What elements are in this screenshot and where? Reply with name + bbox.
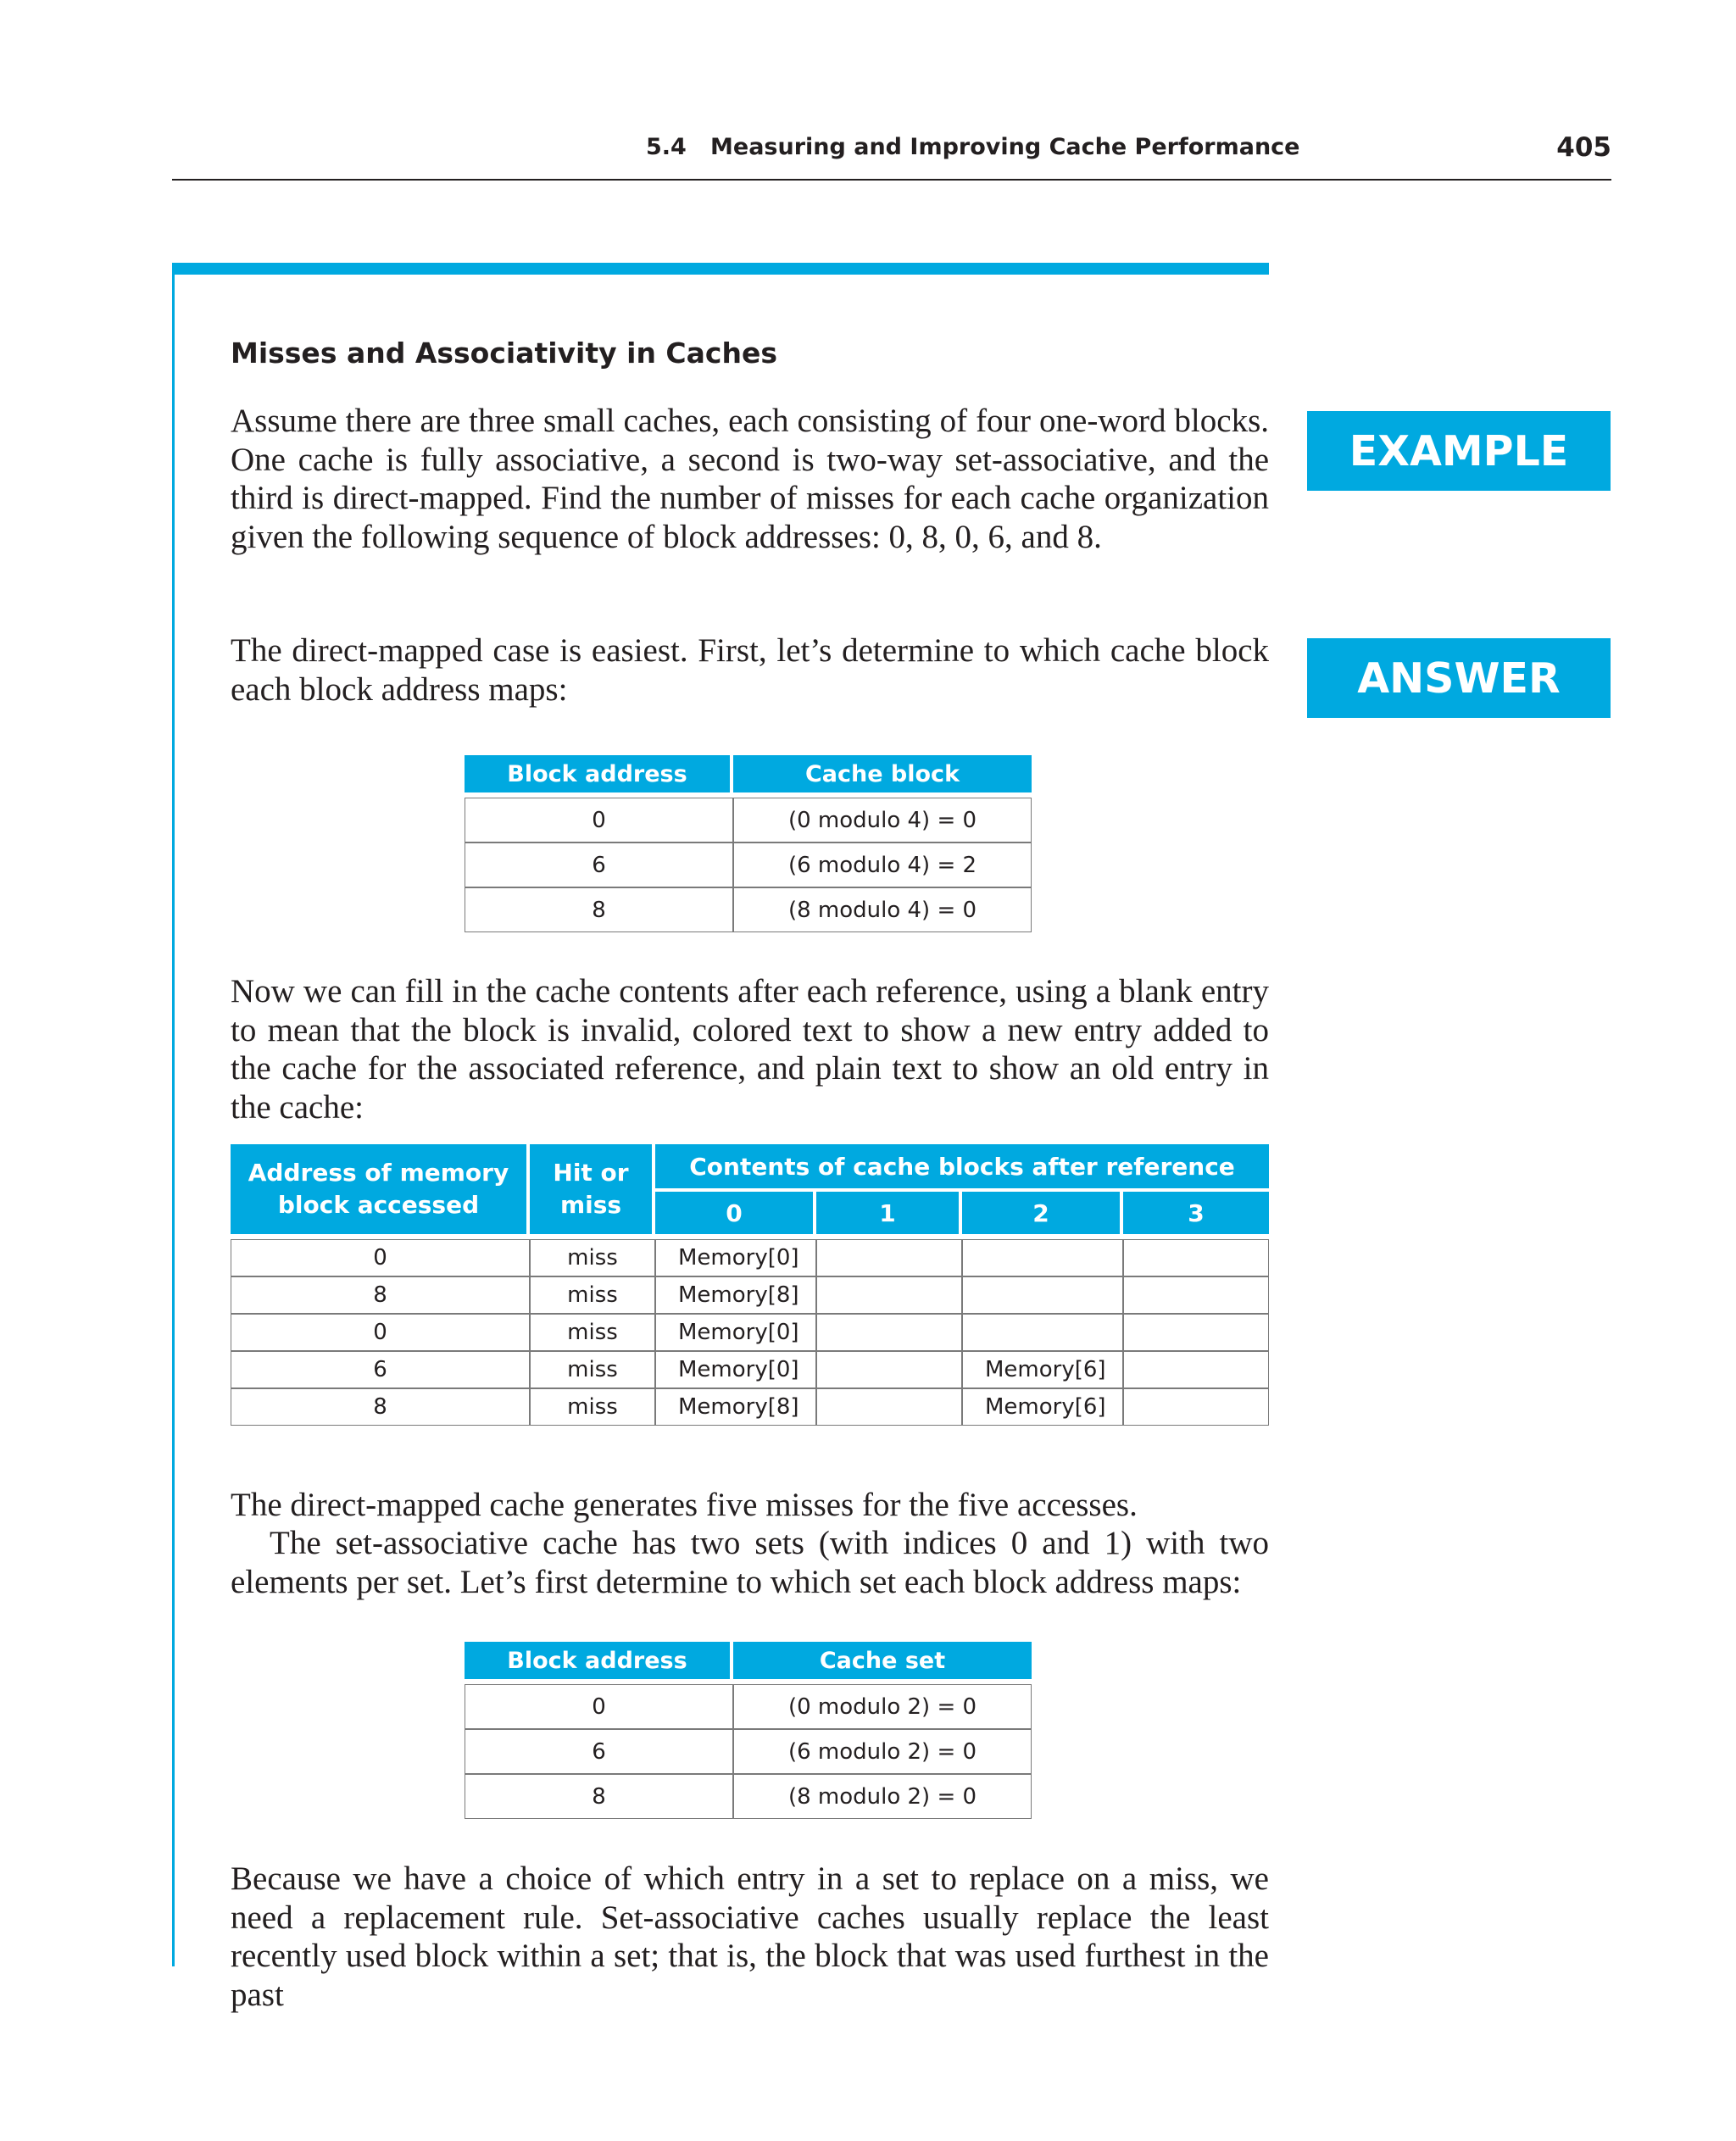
cell-block-1 <box>816 1351 962 1388</box>
answer-label: ANSWER <box>1307 638 1611 718</box>
cell-hit: miss <box>530 1388 655 1426</box>
answer-paragraph-2: Now we can fill in the cache contents after each reference, using a blank entry to mean that the block is invalid, colored text to show a new entry added to the cache for the associated reference, and plain text to show an old entry in the cache: <box>231 973 1269 1126</box>
cell-block-0: Memory[8] <box>655 1388 816 1426</box>
cell-hit: miss <box>530 1239 655 1276</box>
table-row <box>231 1388 1269 1426</box>
table-row <box>231 1314 1269 1351</box>
cell-address: 0 <box>231 1239 530 1276</box>
example-label: EXAMPLE <box>1307 411 1611 491</box>
answer-paragraph-3: The direct-mapped cache generates five misses for the five accesses. <box>231 1487 1138 1523</box>
cell-hit: miss <box>530 1276 655 1314</box>
table-row <box>231 1276 1269 1314</box>
header-block-3: 3 <box>1123 1192 1269 1234</box>
cell-block-3 <box>1123 1239 1269 1276</box>
header-block-2: 2 <box>962 1192 1123 1234</box>
cell-block-3 <box>1123 1388 1269 1426</box>
table-cell: (6 modulo 4) = 2 <box>733 842 1032 887</box>
block-mapping-table <box>465 755 1032 932</box>
example-box-left-bar <box>172 263 175 1966</box>
answer-paragraph-4: The set-associative cache has two sets (with indices 0 and 1) with two elements per set. Let’s first determine to which set each block address maps: <box>231 1525 1269 1600</box>
answer-paragraph-1: The direct-mapped case is easiest. First, let’s determine to which cache block each block address maps: <box>231 632 1269 708</box>
cell-block-2 <box>962 1314 1123 1351</box>
header-hit-or-miss: Hit or miss <box>530 1144 655 1234</box>
cell-block-3 <box>1123 1314 1269 1351</box>
cell-block-2: Memory[6] <box>962 1388 1123 1426</box>
cell-address: 0 <box>231 1314 530 1351</box>
table-cell: (0 modulo 2) = 0 <box>733 1684 1032 1729</box>
cache-contents-table <box>231 1144 1269 1426</box>
header-contents: Contents of cache blocks after reference <box>655 1144 1269 1192</box>
cell-block-3 <box>1123 1276 1269 1314</box>
table-header: Block address <box>465 755 733 792</box>
table-row <box>465 842 1032 887</box>
cell-block-3 <box>1123 1351 1269 1388</box>
table-cell: (6 modulo 2) = 0 <box>733 1729 1032 1774</box>
cell-hit: miss <box>530 1314 655 1351</box>
cell-block-0: Memory[0] <box>655 1239 816 1276</box>
table-cell: 6 <box>465 1729 733 1774</box>
header-address: Address of memory block accessed <box>231 1144 530 1234</box>
table-cell: 8 <box>465 887 733 932</box>
cell-block-1 <box>816 1388 962 1426</box>
header-block-1: 1 <box>816 1192 962 1234</box>
example-box-top-bar <box>172 263 1269 275</box>
table-header: Block address <box>465 1642 733 1679</box>
table-row <box>231 1239 1269 1276</box>
cell-block-1 <box>816 1239 962 1276</box>
cell-block-0: Memory[0] <box>655 1314 816 1351</box>
table-row <box>465 1684 1032 1729</box>
table-cell: 0 <box>465 798 733 842</box>
table-row <box>231 1351 1269 1388</box>
cell-address: 8 <box>231 1388 530 1426</box>
cell-block-1 <box>816 1314 962 1351</box>
table-row <box>465 798 1032 842</box>
table-cell: (0 modulo 4) = 0 <box>733 798 1032 842</box>
answer-paragraph-5: Because we have a choice of which entry in a set to replace on a miss, we need a replacement rule. Set-associative caches usually replace the least recently used block within a set; that is, the block that was used furthest in the past <box>231 1860 1269 2013</box>
cell-block-0: Memory[0] <box>655 1351 816 1388</box>
cell-block-1 <box>816 1276 962 1314</box>
table-row <box>465 1729 1032 1774</box>
cell-block-2 <box>962 1239 1123 1276</box>
set-mapping-table <box>465 1642 1032 1819</box>
example-title: Misses and Associativity in Caches <box>231 336 777 370</box>
table-cell: (8 modulo 4) = 0 <box>733 887 1032 932</box>
running-header-section: 5.4 Measuring and Improving Cache Performance <box>646 134 1300 160</box>
cell-address: 6 <box>231 1351 530 1388</box>
cell-block-2: Memory[6] <box>962 1351 1123 1388</box>
table-cell: 6 <box>465 842 733 887</box>
table-cell: (8 modulo 2) = 0 <box>733 1774 1032 1819</box>
table-cell: 0 <box>465 1684 733 1729</box>
table-header: Cache set <box>733 1642 1032 1679</box>
table-row <box>465 887 1032 932</box>
table-row <box>465 1774 1032 1819</box>
table-header: Cache block <box>733 755 1032 792</box>
cell-address: 8 <box>231 1276 530 1314</box>
example-text: Assume there are three small caches, each consisting of four one-word blocks. One cache is fully associative, a second is two-way set-associative, and the third is direct-mapped. Find the number of misses for each cache organization given the following sequence of block addresses: 0, 8, 0, 6, and 8. <box>231 403 1269 555</box>
table-cell: 8 <box>465 1774 733 1819</box>
cell-block-0: Memory[8] <box>655 1276 816 1314</box>
page-number: 405 <box>1556 132 1611 163</box>
header-block-0: 0 <box>655 1192 816 1234</box>
cell-block-2 <box>962 1276 1123 1314</box>
header-rule <box>172 179 1611 181</box>
cell-hit: miss <box>530 1351 655 1388</box>
